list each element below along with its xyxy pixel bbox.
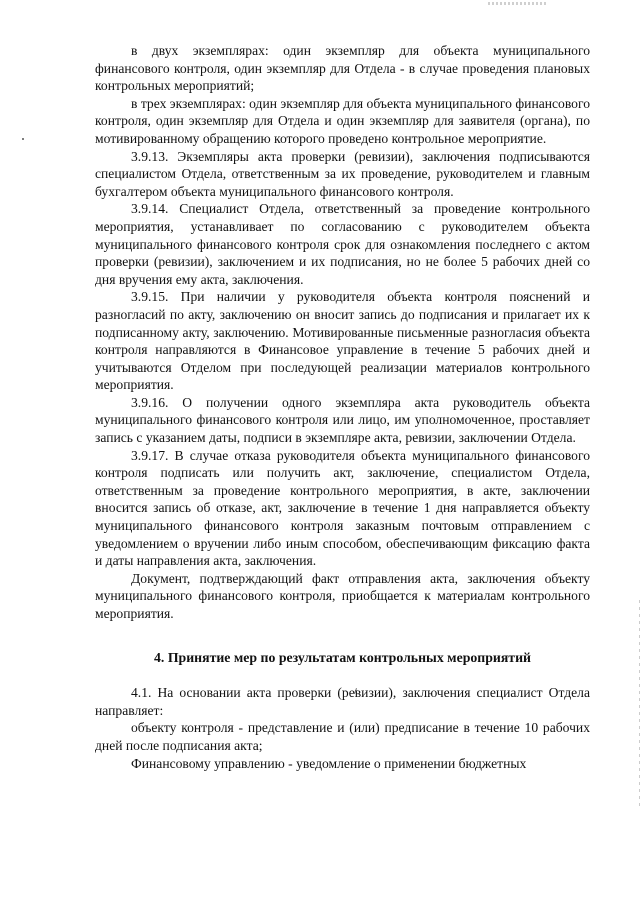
paragraph-object-control: объекту контроля - представление и (или) предписание в течение 10 рабочих дней после подписания акта; — [95, 720, 590, 753]
paragraph-two-copies: в двух экземплярах: один экземпляр для объекта муниципального финансового контроля, один экземпляр для Отдела - в случае проведения плановых контрольных мероприятий; — [95, 43, 590, 94]
scan-artifact-dot — [22, 138, 24, 140]
paragraph-4-1: 4.1. На основании акта проверки (ревизии), заключения специалист Отдела направляет: — [95, 685, 590, 718]
scan-artifact-top — [488, 2, 548, 5]
paragraph-3-9-13: 3.9.13. Экземпляры акта проверки (ревизии), заключения подписываются специалистом Отдела, ответственным за их проведение, руководителем и главным бухгалтером объекта муниципального финансового контроля. — [95, 148, 590, 199]
paragraph-three-copies: в трех экземплярах: один экземпляр для объекта муниципального финансового контроля, один экземпляр для Отдела и один экземпляр для заявителя (органа), по мотивированному обращению которого проведено контрольное мероприятие. — [95, 95, 591, 146]
paragraph-3-9-17: 3.9.17. В случае отказа руководителя объекта муниципального финансового контроля подписать или получить акт, заключение, специалистом Отдела, ответственным за проведение контрольного мероприятия, в акте, заключении вносится запись об отказе, акт, заключение в течение 1 дня направляется объекту муниципального финансового контроля заказным почтовым отправлением с уведомлением о вручении либо иным способом, обеспечивающим фиксацию факта и даты направления акта, заключения. — [95, 447, 590, 569]
paragraph-document-attached: Документ, подтверждающий факт отправления акта, заключения объекту муниципального финансового контроля, приобщается к материалам контрольного мероприятия. — [95, 570, 590, 621]
paragraph-finance-office: Финансовому управлению - уведомление о применении бюджетных — [131, 755, 527, 771]
paragraph-3-9-15: 3.9.15. При наличии у руководителя объекта контроля пояснений и разногласий по акту, заключению он вносит запись до подписания и прилагает их к подписанному акту, заключению. Мотивированные письменные разногласия объекта контроля направляются в Финансовое управление в течение 5 рабочих дней и учитываются Отделом при последующей реализации материалов контрольного мероприятия. — [95, 289, 590, 393]
document-page — [95, 42, 590, 772]
paragraph-3-9-14: 3.9.14. Специалист Отдела, ответственный за проведение контрольного мероприятия, устанавливает по согласованию с руководителем объекта муниципального финансового контроля срок для ознакомления последнего с актом проверки (ревизии), заключением и их подписания, но не более 5 рабочих дней со дня вручения ему акта, заключения. — [95, 201, 590, 287]
section-heading: 4. Принятие мер по результатам контрольных мероприятий — [154, 649, 531, 665]
paragraph-3-9-16: 3.9.16. О получении одного экземпляра акта руководитель объекта муниципального финансового контроля или лицо, им уполномоченное, проставляет запись с указанием даты, подписи в экземпляре акта, ревизии, заключении Отдела. — [95, 394, 590, 446]
